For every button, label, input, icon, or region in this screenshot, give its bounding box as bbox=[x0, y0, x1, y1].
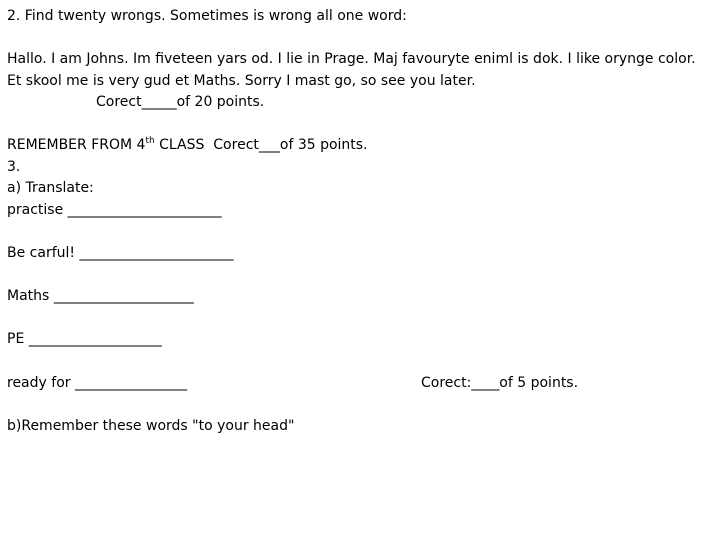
task2-text-line-1: Hallo. I am Johns. Im fiveteen yars od. I lie in Prage. Maj favouryte eniml is dok. I like orynge color. bbox=[7, 51, 696, 67]
remember-superscript: th bbox=[145, 136, 155, 146]
task3-part-b: b)Remember these words "to your head" bbox=[7, 418, 295, 434]
remember-heading bbox=[7, 136, 368, 154]
translate-item-practise: practise ______________________ bbox=[7, 202, 222, 218]
translate-item-be-careful: Be carful! ______________________ bbox=[7, 245, 234, 261]
task3-part-a: a) Translate: bbox=[7, 180, 94, 196]
remember-prefix: REMEMBER FROM 4 bbox=[7, 137, 146, 153]
translate-item-ready-for: ready for ________________ bbox=[7, 375, 187, 391]
task3-number: 3. bbox=[7, 159, 21, 175]
remember-suffix: CLASS Corect___of 35 points. bbox=[154, 137, 368, 153]
task2-score: Corect_____of 20 points. bbox=[96, 94, 265, 110]
translate-item-maths: Maths ____________________ bbox=[7, 288, 194, 304]
task2-heading: 2. Find twenty wrongs. Sometimes is wrong all one word: bbox=[7, 8, 407, 24]
task3-score: Corect:____of 5 points. bbox=[421, 375, 579, 391]
translate-item-pe: PE ___________________ bbox=[7, 331, 162, 347]
task2-text-line-2: Et skool me is very gud et Maths. Sorry I mast go, so see you later. bbox=[7, 73, 476, 89]
